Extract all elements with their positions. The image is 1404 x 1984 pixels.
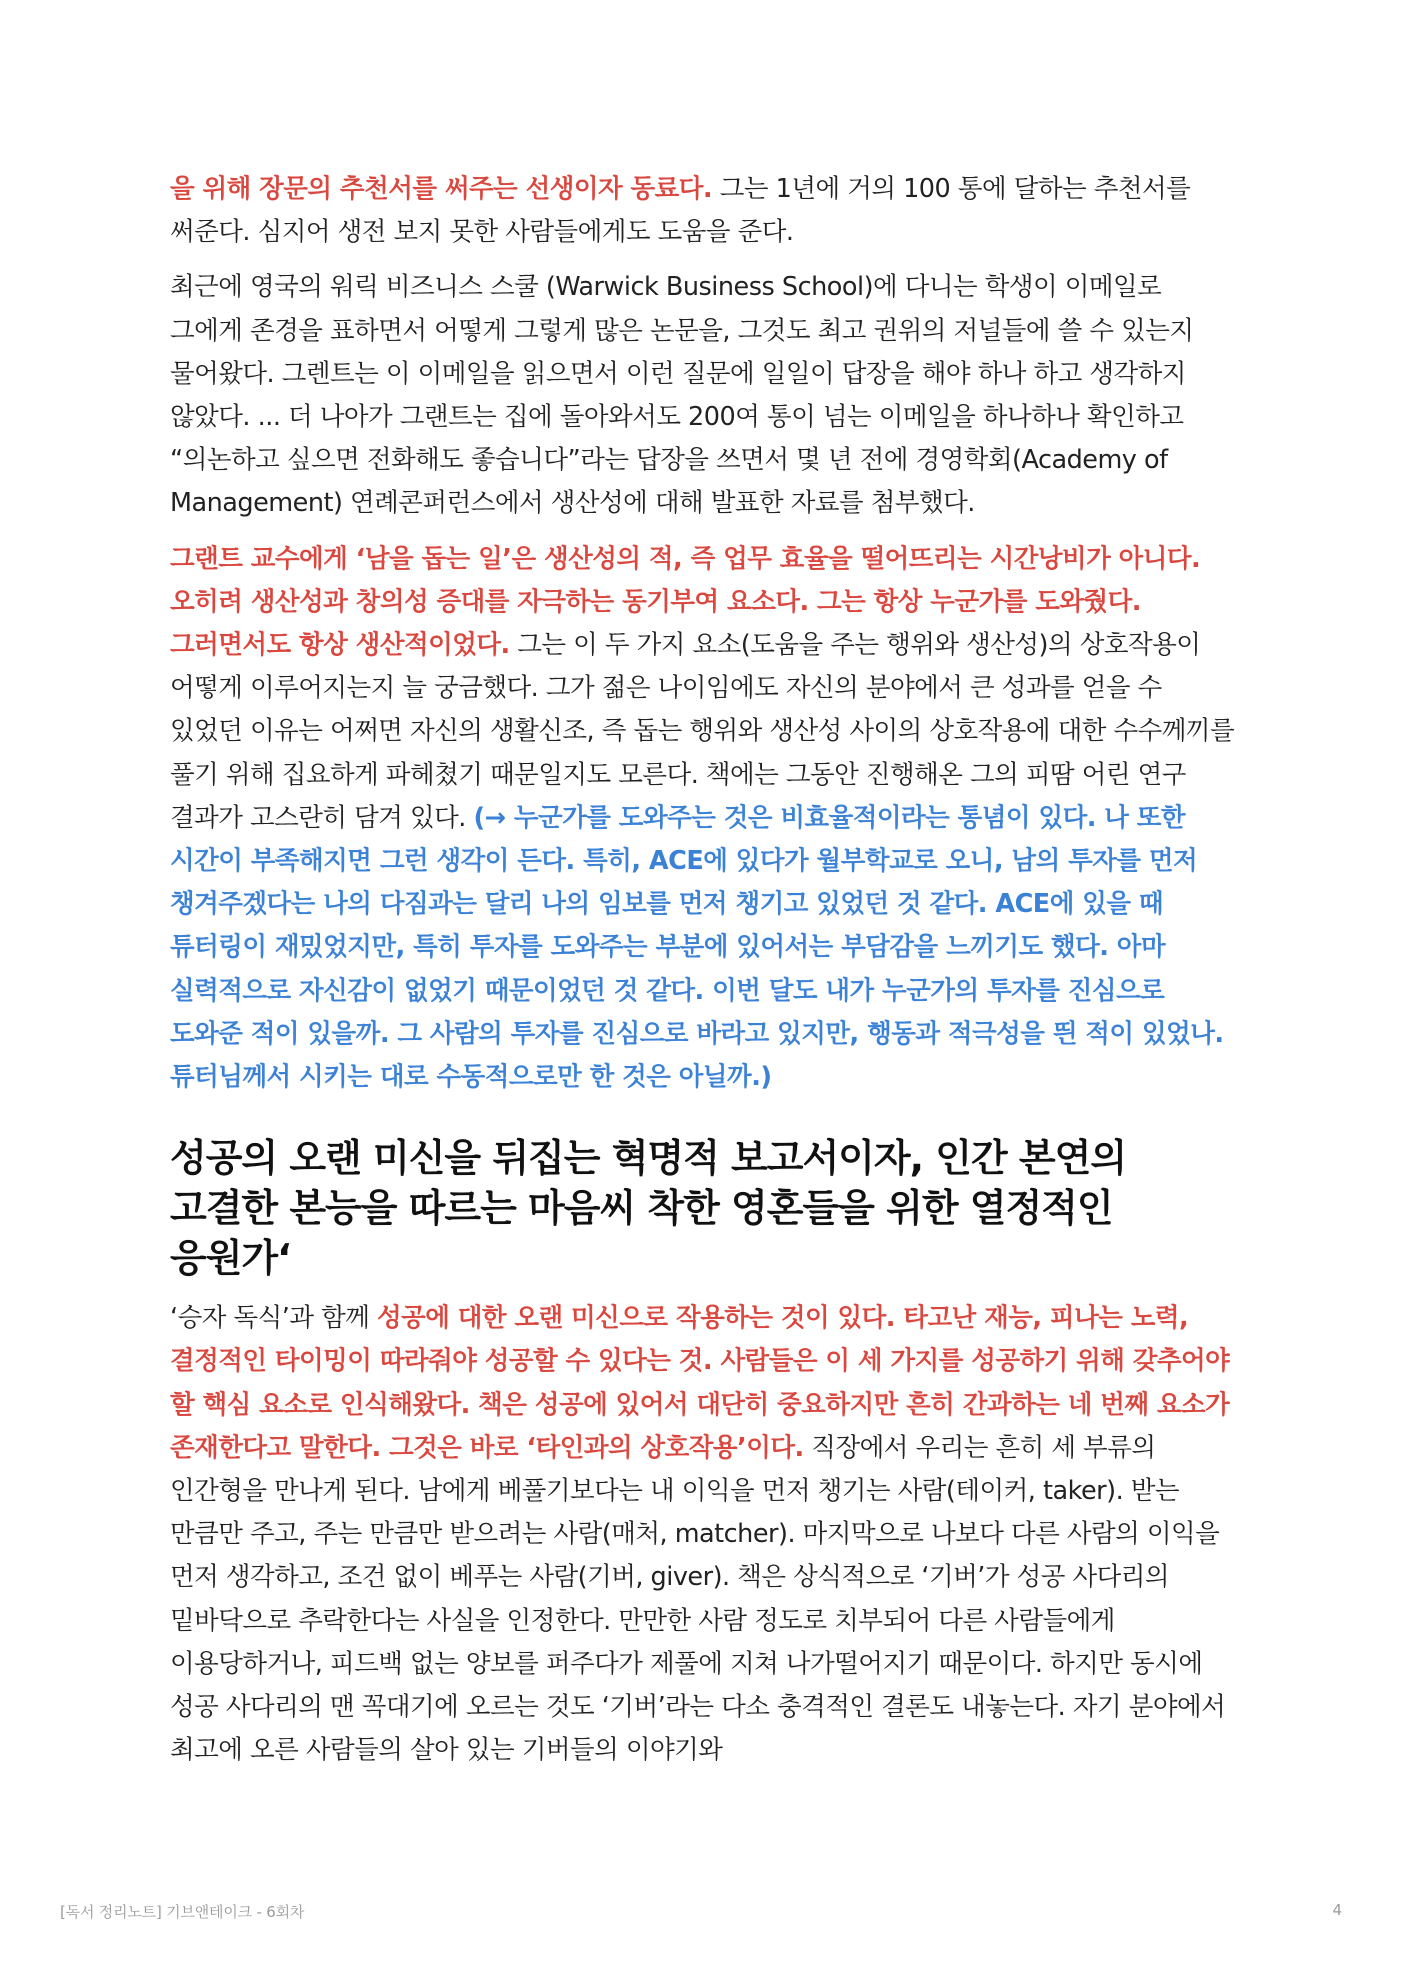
- paragraph-recommendation: [170, 168, 1235, 254]
- paragraph-success-myths: [170, 1297, 1235, 1772]
- body-text: 최근에 영국의 워릭 비즈니스 스쿨 (Warwick Business School)에 다니는 학생이 이메일로 그에게 존경을 표하면서 어떻게 그렇게 많은 논문을, 그것도 최고 권위의 저널들에 쓸 수 있는지 물어왔다. 그렌트는 이 이메일을 읽으면서 이런 질문에 일일이 답장을 해야 하나 하고 생각하지 않았다. ... 더 나아가 그랜트는 집에 돌아와서도 200여 통이 넘는 이메일을 하나하나 확인하고 “의논하고 싶으면 전화해도 좋습니다”라는 답장을 쓰면서 몇 년 전에 경영학회(Academy of Management) 연례콘퍼런스에서 생산성에 대해 발표한 자료를 첨부했다.: [170, 272, 1194, 519]
- body-text: ‘승자 독식’과 함께: [170, 1303, 377, 1334]
- highlighted-text: 을 위해 장문의 추천서를 써주는 선생이자 동료다.: [170, 174, 713, 204]
- personal-note: (→ 누군가를 도와주는 것은 비효율적이라는 통념이 있다. 나 또한 시간이 부족해지면 그런 생각이 든다. 특히, ACE에 있다가 월부학교로 오니, 남의 투자를 먼저 챙겨주겠다는 나의 다짐과는 달리 나의 임보를 먼저 챙기고 있었던 것 같다. ACE에 있을 때 튜터링이 재밌었지만, 특히 투자를 도와주는 부분에 있어서는 부담감을 느끼기도 했다. 아마 실력적으로 자신감이 없었기 때문이었던 것 같다. 이번 달도 내가 누군가의 투자를 진심으로 도와준 적이 있을까. 그 사람의 투자를 진심으로 바라고 있지만, 행동과 적극성을 띈 적이 있었나. 튜터님께서 시키는 대로 수동적으로만 한 것은 아닐까.): [170, 802, 1224, 1093]
- body-text: 그는 1년에 거의 100 통에 달하는 추천서를 써준다. 심지어 생전 보지 못한 사람들에게도 도움을 준다.: [170, 174, 1191, 248]
- body-text: 직장에서 우리는 흔히 세 부류의 인간형을 만나게 된다. 남에게 베풀기보다는 내 이익을 먼저 챙기는 사람(테이커, taker). 받는 만큼만 주고, 주는 만큼만 받으려는 사람(매처, matcher). 마지막으로 나보다 다른 사람의 이익을 먼저 생각하고, 조건 없이 베푸는 사람(기버, giver). 책은 상식적으로 ‘기버’가 성공 사다리의 밑바닥으로 추락한다는 사실을 인정한다. 만만한 사람 정도로 치부되어 다른 사람들에게 이용당하거나, 피드백 없는 양보를 퍼주다가 제풀에 지쳐 나가떨어지기 때문이다. 하지만 동시에 성공 사다리의 맨 꼭대기에 오르는 것도 ‘기버’라는 다소 충격적인 결론도 내놓는다. 자기 분야에서 최고에 오른 사람들의 살아 있는 기버들의 이야기와: [170, 1432, 1226, 1766]
- footer-page-number: 4: [1332, 1901, 1342, 1919]
- highlighted-text: 성공에 대한 오랜 미신으로 작용하는 것이 있다. 타고난 재능, 피나는 노력, 결정적인 타이밍이 따라줘야 성공할 수 있다는 것. 사람들은 이 세 가지를 성공하기 위해 갖추어야 할 핵심 요소로 인식해왔다. 책은 성공에 있어서 대단히 중요하지만 흔히 간과하는 네 번째 요소가 존재한다고 말한다. 그것은 바로 ‘타인과의 상호작용’이다.: [170, 1303, 1230, 1463]
- footer-document-title: [독서 정리노트] 기브앤테이크 - 6회차: [60, 1903, 305, 1921]
- body-text: 그는 이 두 가지 요소(도움을 주는 행위와 생산성)의 상호작용이 어떻게 이루어지는지 늘 궁금했다. 그가 젊은 나이임에도 자신의 분야에서 큰 성과를 얻을 수 있었던 이유는 어쩌면 자신의 생활신조, 즉 돕는 행위와 생산성 사이의 상호작용에 대한 수수께끼를 풀기 위해 집요하게 파헤쳤기 때문일지도 모른다. 책에는 그동안 진행해온 그의 피땀 어린 연구 결과가 고스란히 담겨 있다.: [170, 630, 1235, 833]
- paragraph-helping-productivity: [170, 538, 1235, 1100]
- document-body: [170, 168, 1235, 1785]
- paragraph-warwick-email: [170, 266, 1235, 525]
- highlighted-text: 그랜트 교수에게 ‘남을 돕는 일’은 생산성의 적, 즉 업무 효율을 떨어뜨리는 시간낭비가 아니다. 오히려 생산성과 창의성 증대를 자극하는 동기부여 요소다. 그는 항상 누군가를 도와줬다. 그러면서도 항상 생산적이었다.: [170, 543, 1201, 661]
- section-heading: 성공의 오랜 미신을 뒤집는 혁명적 보고서이자, 인간 본연의 고결한 본능을 따르는 마음씨 착한 영혼들을 위한 열정적인 응원가‘: [170, 1136, 1127, 1281]
